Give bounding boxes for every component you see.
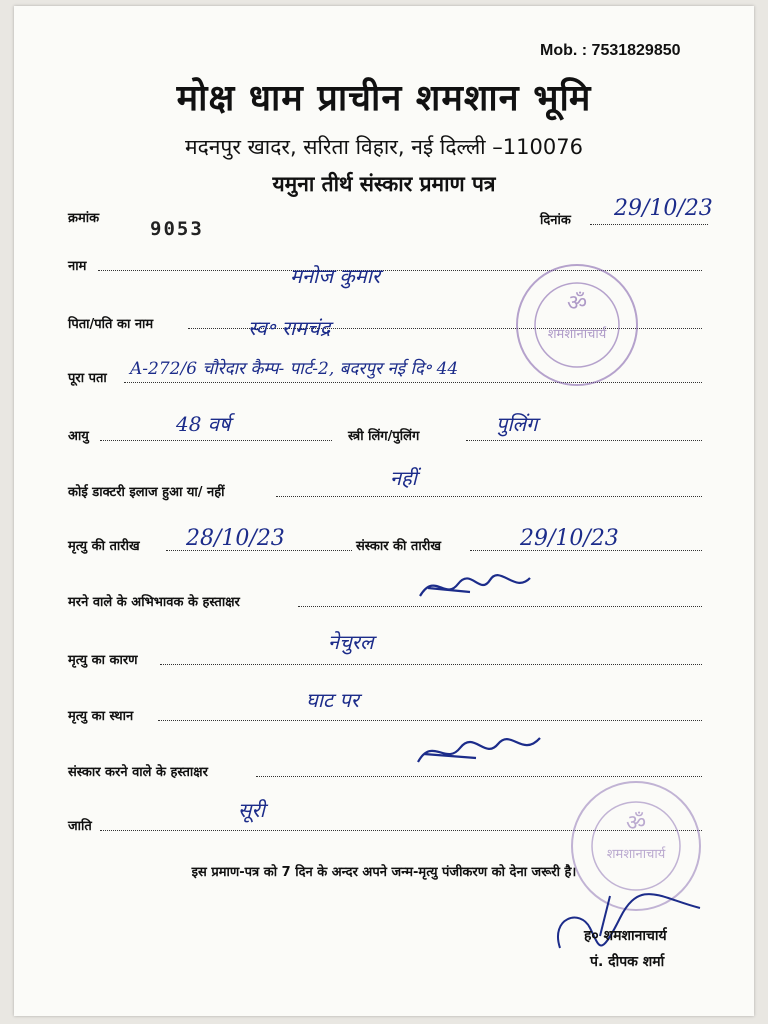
full-address-label: पूरा पता bbox=[68, 371, 107, 386]
mobile-number: Mob. : 7531829850 bbox=[540, 42, 681, 59]
date-line bbox=[590, 224, 708, 225]
cremation-date-label: संस्कार की तारीख bbox=[356, 539, 442, 554]
death-place-label: मृत्यु का स्थान bbox=[68, 709, 134, 724]
page-title: मोक्ष धाम प्राचीन शमशान भूमि bbox=[176, 78, 592, 119]
performer-signature bbox=[410, 728, 550, 772]
gender-label: स्त्री लिंग/पुलिंग bbox=[348, 429, 420, 444]
age-label: आयु bbox=[68, 429, 89, 444]
caste-value: सूरी bbox=[238, 798, 265, 822]
father-value: स्व॰ रामचंद्र bbox=[248, 316, 331, 340]
death-date-value: 28/10/23 bbox=[186, 526, 285, 551]
date-value: 29/10/23 bbox=[614, 196, 713, 221]
gender-value: पुलिंग bbox=[496, 412, 538, 436]
death-cause-label: मृत्यु का कारण bbox=[68, 653, 138, 668]
header-address: मदनपुर खादर, सरिता विहार, नई दिल्ली –110076 bbox=[185, 135, 583, 159]
age-value: 48 वर्ष bbox=[176, 412, 231, 436]
svg-text:ॐ: ॐ bbox=[625, 811, 647, 836]
full-address-value: A-272/6 चौरेदार कैम्प- पार्ट-2, बदरपुर नई दि॰ 44 bbox=[130, 359, 459, 379]
signatory-title: ह० शमशानाचार्य bbox=[584, 928, 667, 944]
svg-text:ॐ: ॐ bbox=[566, 291, 588, 316]
death-cause-value: नेचुरल bbox=[328, 630, 374, 654]
treatment-value: नहीं bbox=[390, 466, 417, 490]
svg-text:शमशानाचार्य: शमशानाचार्य bbox=[606, 847, 666, 862]
death-place-line bbox=[158, 720, 702, 721]
guardian-sign-line bbox=[298, 606, 702, 607]
treatment-label: कोई डाक्टरी इलाज हुआ या/ नहीं bbox=[68, 485, 225, 500]
death-place-value: घाट पर bbox=[306, 688, 359, 712]
cremation-date-value: 29/10/23 bbox=[520, 526, 619, 551]
age-line bbox=[100, 440, 332, 441]
name-value: मनोज कुमार bbox=[290, 264, 381, 288]
caste-label: जाति bbox=[68, 819, 92, 834]
treatment-line bbox=[276, 496, 702, 497]
name-label: नाम bbox=[68, 259, 87, 274]
death-cause-line bbox=[160, 664, 702, 665]
certificate-subtitle: यमुना तीर्थ संस्कार प्रमाण पत्र bbox=[272, 172, 496, 196]
guardian-signature bbox=[410, 566, 540, 606]
father-label: पिता/पति का नाम bbox=[68, 317, 154, 332]
date-label: दिनांक bbox=[540, 213, 571, 228]
serial-number: 9053 bbox=[150, 218, 204, 240]
svg-text:शमशानाचार्य: शमशानाचार्य bbox=[547, 327, 607, 342]
serial-label: क्रमांक bbox=[68, 211, 100, 226]
guardian-sign-label: मरने वाले के अभिभावक के हस्ताक्षर bbox=[68, 595, 240, 610]
performer-sign-label: संस्कार करने वाले के हस्ताक्षर bbox=[68, 765, 208, 780]
registration-note: इस प्रमाण-पत्र को 7 दिन के अन्दर अपने जन्म-मृत्यु पंजीकरण को देना जरूरी है। bbox=[191, 865, 577, 880]
signatory-name: पं. दीपक शर्मा bbox=[590, 954, 665, 970]
death-date-label: मृत्यु की तारीख bbox=[68, 539, 140, 554]
crematorium-seal-top bbox=[512, 260, 642, 390]
gender-line bbox=[466, 440, 702, 441]
